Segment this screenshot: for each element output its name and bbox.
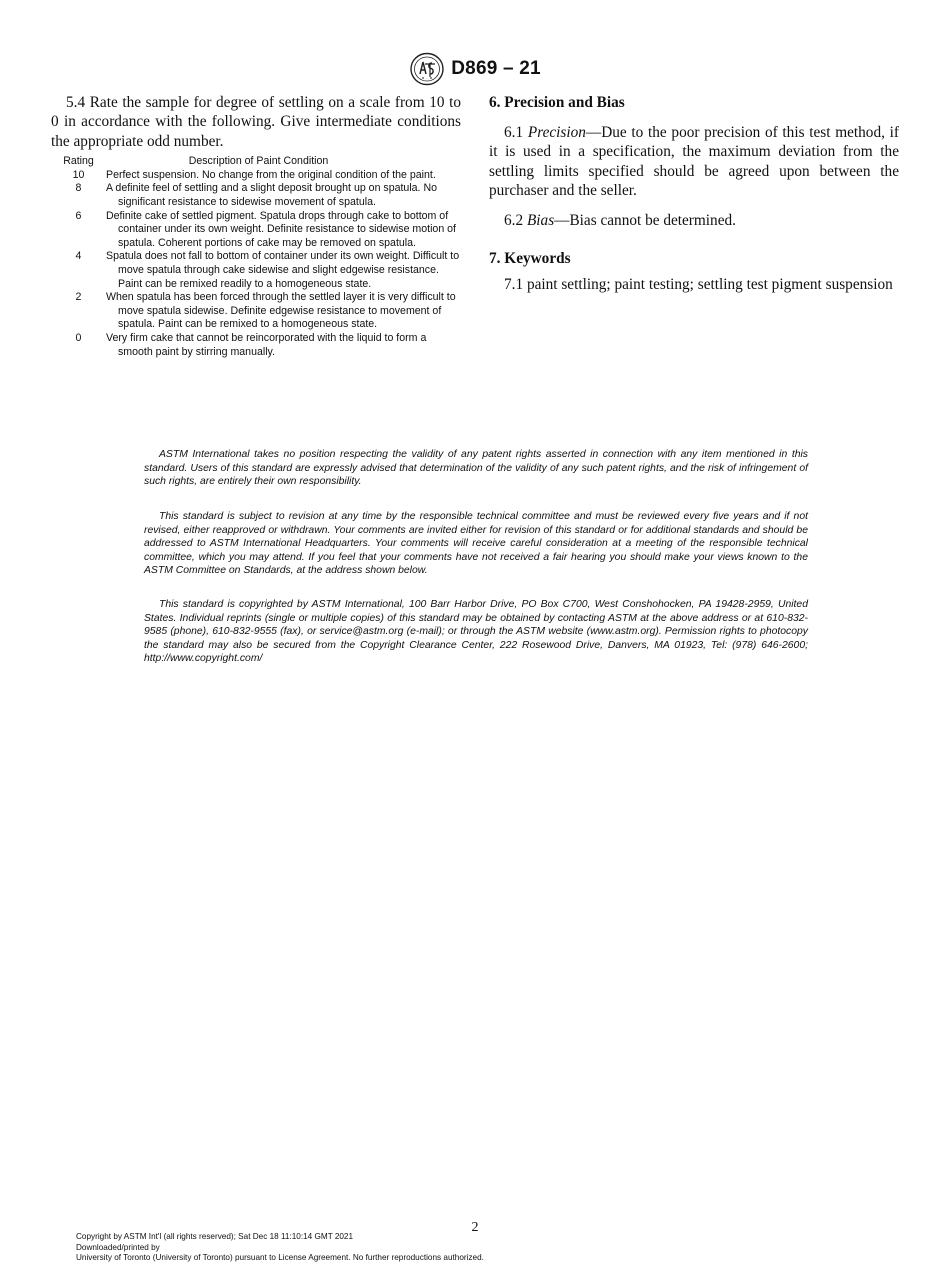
rating-description: Spatula does not fall to bottom of container under its own weight. Difficult to move spatula through cake sidewise and slight edgewise resistance. Paint can be remixed readily to a homogeneous state. [106, 250, 460, 290]
astm-logo-icon [409, 52, 445, 86]
rating-description: Definite cake of settled pigment. Spatula drops through cake to bottom of container under its own weight. Definite resistance to sidewise motion of spatula. Coherent portions of cake may be removed on spatula. [106, 209, 456, 249]
paragraph-number: 6.1 [504, 124, 528, 141]
revision-notice: This standard is subject to revision at any time by the responsible technical committee and must be reviewed every five years and if not revised, either reapproved or withdrawn. Your comments are invited either for revision of this standard or for additional standards and should be addressed to ASTM International Headquarters. Your comments will receive careful consideration at a meeting of the responsible technical committee, which you may attend. If you feel that your comments have not received a fair hearing you should make your views known to the ASTM Committee on Standards, at the address shown below. [144, 511, 808, 577]
rating-value: 0 [75, 331, 82, 344]
footer-downloaded-line: Downloaded/printed by [76, 1242, 160, 1252]
right-column [489, 93, 899, 294]
paragraph-6-1 [489, 123, 899, 201]
section-heading-keywords: 7. Keywords [489, 250, 571, 268]
table-row [51, 182, 461, 209]
rating-value: 2 [75, 291, 82, 304]
rating-value: 10 [72, 168, 85, 181]
paragraph-5-4: 5.4 Rate the sample for degree of settling on a scale from 10 to 0 in accordance with the following. Give intermediate conditions the appropriate odd number. [51, 94, 461, 150]
section-heading-precision-bias: 6. Precision and Bias [489, 94, 625, 111]
table-header [51, 155, 461, 169]
page-number: 2 [471, 1220, 479, 1235]
table-row [51, 250, 461, 291]
paragraph-text: —Due to the poor precision of this test method, if it is used in a specification, the maximum deviation from the settling limits specified should be agreed upon between the purchaser and the seller. [489, 124, 899, 200]
term-bias: Bias [526, 211, 555, 229]
paragraph-number: 6.2 [504, 211, 527, 229]
footer-copyright-line: Copyright by ASTM Int'l (all rights reserved); Sat Dec 18 11:10:14 GMT 2021 [76, 1232, 354, 1241]
table-row [51, 291, 461, 332]
paragraph-7-1: 7.1 paint settling; paint testing; settling test pigment suspension [504, 276, 893, 294]
paragraph-text: —Bias cannot be determined. [554, 211, 736, 229]
rating-value: 8 [75, 182, 82, 195]
left-column [51, 93, 461, 359]
download-footer [76, 1232, 484, 1264]
rating-description: When spatula has been forced through the settled layer it is very difficult to move spatula sidewise. Definite edgewise resistance to movement of spatula. Paint can be remixed to a homogeneous state. [106, 291, 456, 331]
table-row [51, 210, 461, 251]
copyright-notice: This standard is copyrighted by ASTM International, 100 Barr Harbor Drive, PO Box C700, West Conshohocken, PA 19428-2959, United States. Individual reprints (single or multiple copies) of this standard may be obtained by contacting ASTM at the above address or at 610-832-9585 (phone), 610-832-9555 (fax), or service@astm.org (e-mail); or through the ASTM website (www.astm.org). Permission rights to photocopy the standard may also be secured from the Copyright Clearance Center, 222 Rosewood Drive, Danvers, MA 01923, Tel: (978) 646-2600; http://www.copyright.com/ [144, 599, 808, 665]
table-row [51, 169, 461, 183]
footer-license-line: University of Toronto (University of Toronto) pursuant to License Agreement. No further reproductions authorized. [76, 1253, 484, 1263]
rating-value: 6 [75, 209, 82, 222]
rating-value: 4 [75, 250, 82, 263]
term-precision: Precision [527, 124, 586, 141]
table-row [51, 332, 461, 359]
column-header-rating: Rating [63, 155, 94, 168]
patent-notice: ASTM International takes no position respecting the validity of any patent rights asserted in connection with any item mentioned in this standard. Users of this standard are expressly advised that determination of the validity of any such patent rights, and the risk of infringement of such rights, are entirely their own responsibility. [144, 449, 808, 488]
rating-table [51, 155, 461, 359]
document-id: D869 – 21 [451, 58, 541, 79]
column-header-description: Description of Paint Condition [188, 155, 329, 168]
paragraph-6-2 [489, 211, 899, 230]
rating-description: Very firm cake that cannot be reincorporated with the liquid to form a smooth paint by stirring manually. [106, 331, 427, 358]
rating-description: Perfect suspension. No change from the original condition of the paint. [106, 168, 436, 181]
page-header [0, 52, 950, 86]
rating-description: A definite feel of settling and a slight deposit brought up on spatula. No significant resistance to sidewise movement of spatula. [106, 182, 437, 208]
